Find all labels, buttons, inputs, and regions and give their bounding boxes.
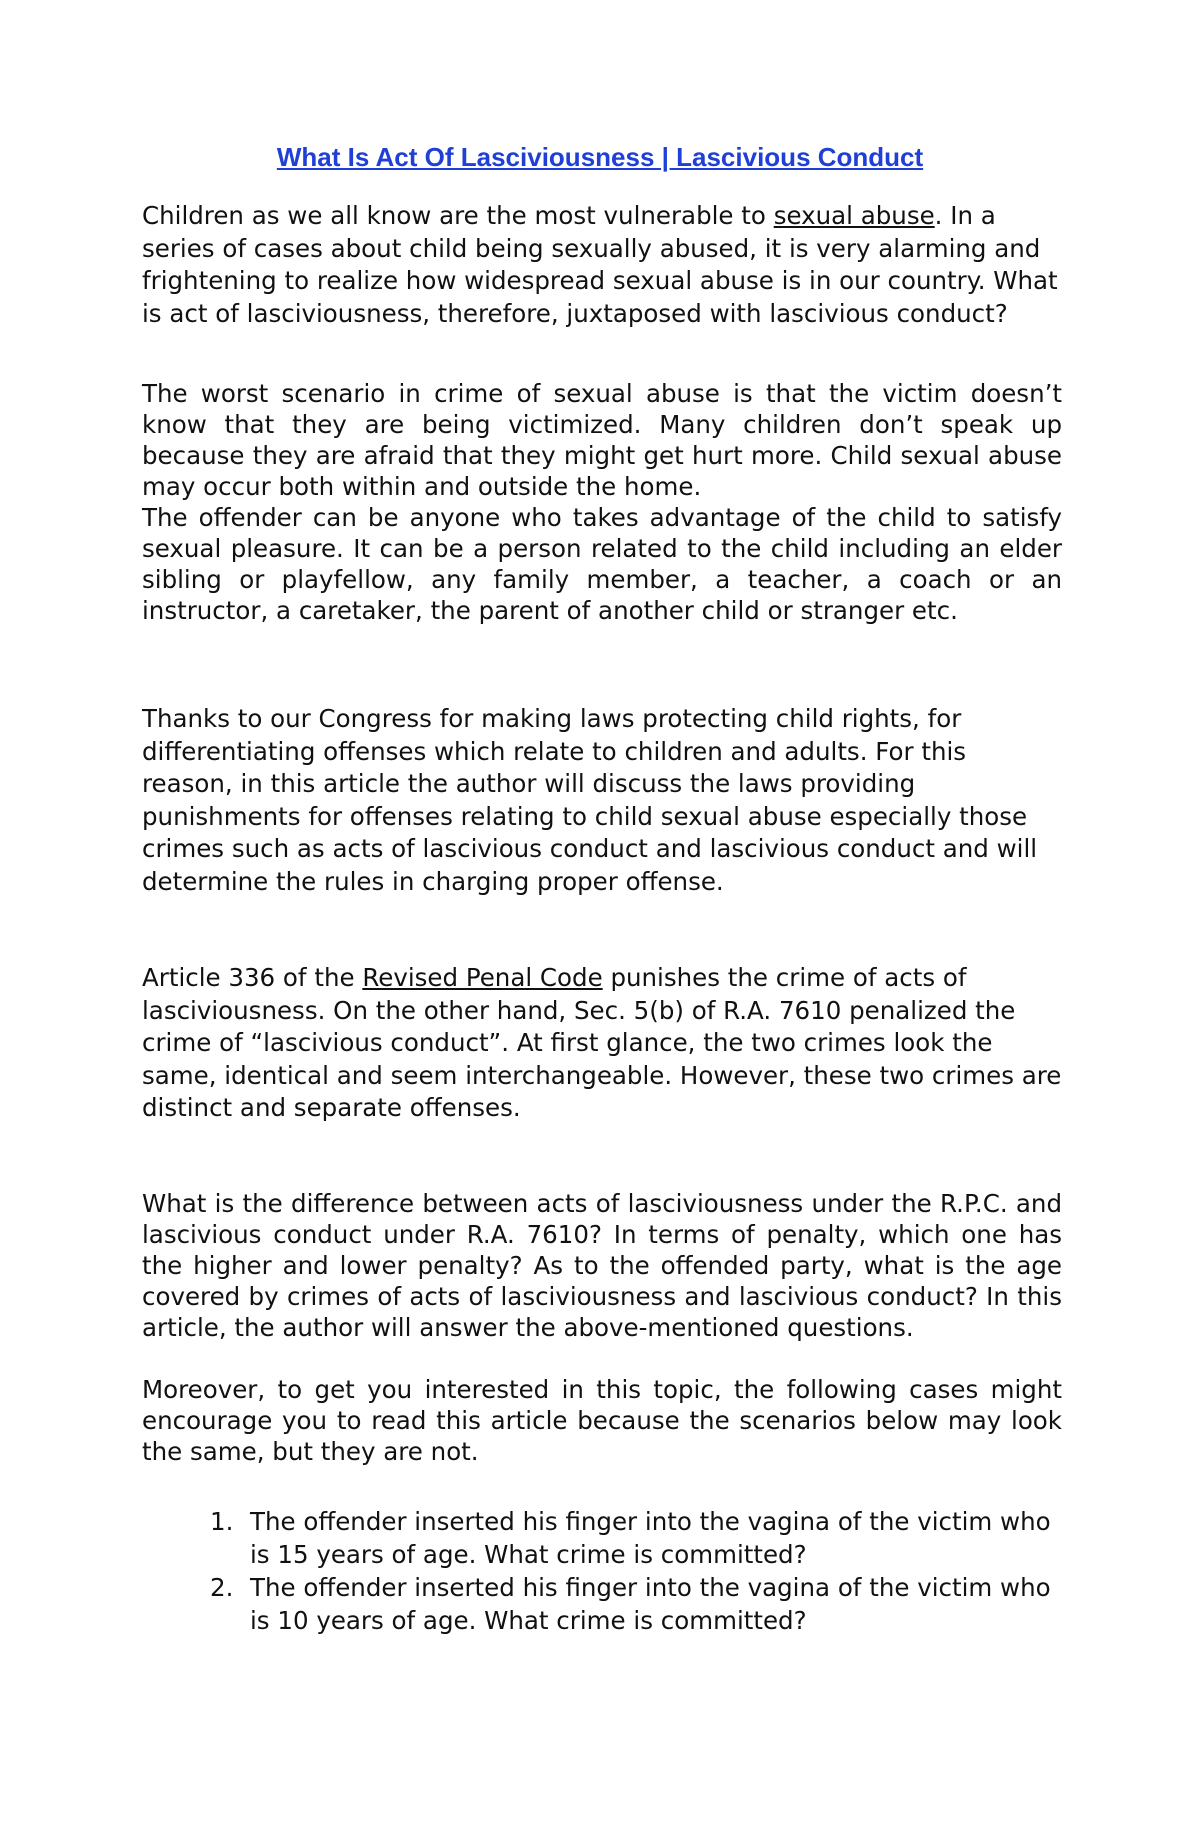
revised-penal-code-link[interactable]: Revised Penal Code [362, 963, 603, 992]
document-title [0, 142, 1200, 173]
list-item-number: 1. [210, 1507, 234, 1536]
sexual-abuse-link[interactable]: sexual abuse [773, 201, 935, 230]
paragraph-worst-scenario: The worst scenario in crime of sexual abuse is that the victim doesn’t know that they are being victimized. Many children don’t speak up because they are afraid that they might get hurt more. Child sexual abuse may occur both within and outside the home. [142, 379, 1062, 501]
paragraph-questions: What is the difference between acts of lasciviousness under the R.P.C. and lascivious conduct under R.A. 7610? In terms of penalty, which one has the higher and lower penalty? As to the offended party, what is the age covered by crimes of acts of lasciviousness and lascivious conduct? In this article, the author will answer the above-mentioned questions. [142, 1189, 1062, 1342]
paragraph-article-336: Article 336 of the Revised Penal Code punishes the crime of acts of lasciviousness. On the other hand, Sec. 5(b) of R.A. 7610 penalized the crime of “lascivious conduct”. At first glance, the two crimes look the same, identical and seem interchangeable. However, these two crimes are distinct and separate offenses. [142, 963, 1062, 1122]
list-item [142, 1505, 1062, 1571]
paragraph-offender: The offender can be anyone who takes advantage of the child to satisfy sexual pleasure. It can be a person related to the child including an elder sibling or playfellow, any family member, a teacher, a coach or an instructor, a caretaker, the parent of another child or stranger etc. [142, 503, 1062, 625]
list-item-number: 2. [210, 1573, 234, 1602]
title-link[interactable]: What Is Act Of Lasciviousness | Lascivious Conduct [276, 142, 924, 172]
paragraph-congress: Thanks to our Congress for making laws protecting child rights, for differentiating offenses which relate to children and adults. For this reason, in this article the author will discuss the laws providing punishments for offenses relating to child sexual abuse especially those crimes such as acts of lascivious conduct and lascivious conduct and will determine the rules in charging proper offense. [142, 704, 1038, 896]
list-item-text: The offender inserted his finger into the vagina of the victim who is 10 years of age. What crime is committed? [250, 1573, 1051, 1635]
paragraph-intro: Children as we all know are the most vulnerable to sexual abuse. In a series of cases about child being sexually abused, it is very alarming and frightening to realize how widespread sexual abuse is in our country. What is act of lasciviousness, therefore, juxtaposed with lascivious conduct? [142, 201, 1058, 328]
list-item [142, 1571, 1062, 1637]
list-item-text: The offender inserted his finger into the vagina of the victim who is 15 years of age. What crime is committed? [250, 1507, 1051, 1569]
paragraph-moreover: Moreover, to get you interested in this topic, the following cases might encourage you to read this article because the scenarios below may look the same, but they are not. [142, 1375, 1062, 1466]
case-list [142, 1505, 1062, 1637]
